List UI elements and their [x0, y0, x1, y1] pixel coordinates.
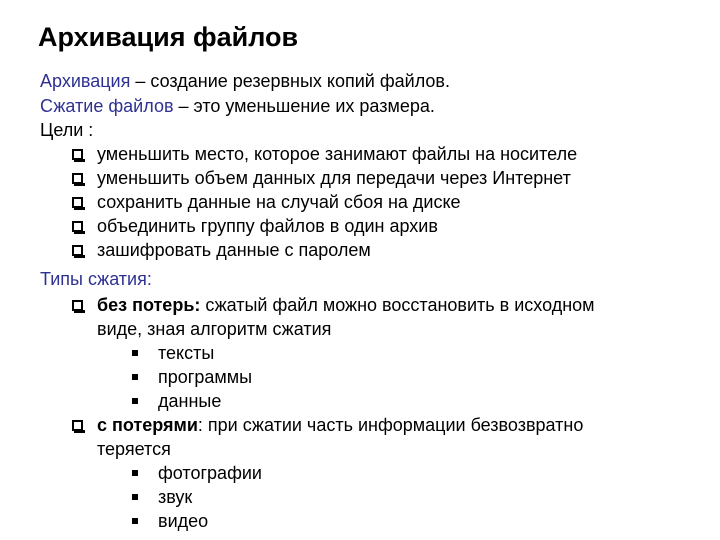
checkbox-bullet-icon: [72, 197, 83, 208]
square-bullet-icon: [132, 518, 138, 524]
square-bullet-icon: [132, 398, 138, 404]
lossy-example: фотографии: [158, 463, 262, 483]
definition-compression: [40, 95, 435, 117]
page-title: Архивация файлов: [38, 22, 299, 52]
lossy-text: : при сжатии часть информации безвозвратно: [197, 415, 584, 435]
square-bullet-icon: [132, 470, 138, 476]
lossless-example: программы: [158, 367, 253, 387]
lossy-example: видео: [158, 511, 209, 531]
checkbox-bullet-icon: [72, 221, 83, 232]
square-bullet-icon: [132, 350, 138, 356]
goal-item: зашифровать данные с паролем: [97, 240, 371, 260]
definition-archiving-text: – создание резервных копий файлов.: [130, 71, 450, 91]
lossy-term: с потерями: [97, 415, 198, 435]
lossless-example: данные: [158, 391, 222, 411]
checkbox-bullet-icon: [72, 420, 83, 431]
square-bullet-icon: [132, 374, 138, 380]
term-compression: Сжатие файлов: [40, 96, 174, 116]
checkbox-bullet-icon: [72, 149, 83, 160]
definition-compression-text: – это уменьшение их размера.: [173, 96, 435, 116]
goal-item: сохранить данные на случай сбоя на диске: [97, 192, 461, 212]
compression-heading: Типы сжатия:: [40, 269, 152, 289]
lossless-example: тексты: [158, 343, 215, 363]
goal-item: уменьшить объем данных для передачи через Интернет: [97, 168, 571, 188]
checkbox-bullet-icon: [72, 300, 83, 311]
lossless-line-2: виде, зная алгоритм сжатия: [97, 319, 332, 339]
lossy-example: звук: [158, 487, 193, 507]
lossless-term: без потерь:: [97, 295, 201, 315]
goal-item: уменьшить место, которое занимают файлы на носителе: [97, 144, 578, 164]
goal-item: объединить группу файлов в один архив: [97, 216, 438, 236]
lossless-line: [97, 294, 595, 316]
checkbox-bullet-icon: [72, 245, 83, 256]
lossless-text: сжатый файл можно восстановить в исходном: [200, 295, 595, 315]
lossy-line-2: теряется: [97, 439, 171, 459]
checkbox-bullet-icon: [72, 173, 83, 184]
definition-archiving: [40, 70, 450, 92]
term-archiving: Архивация: [40, 71, 131, 91]
square-bullet-icon: [132, 494, 138, 500]
goals-heading: Цели :: [40, 120, 94, 140]
lossy-line: [97, 414, 583, 436]
